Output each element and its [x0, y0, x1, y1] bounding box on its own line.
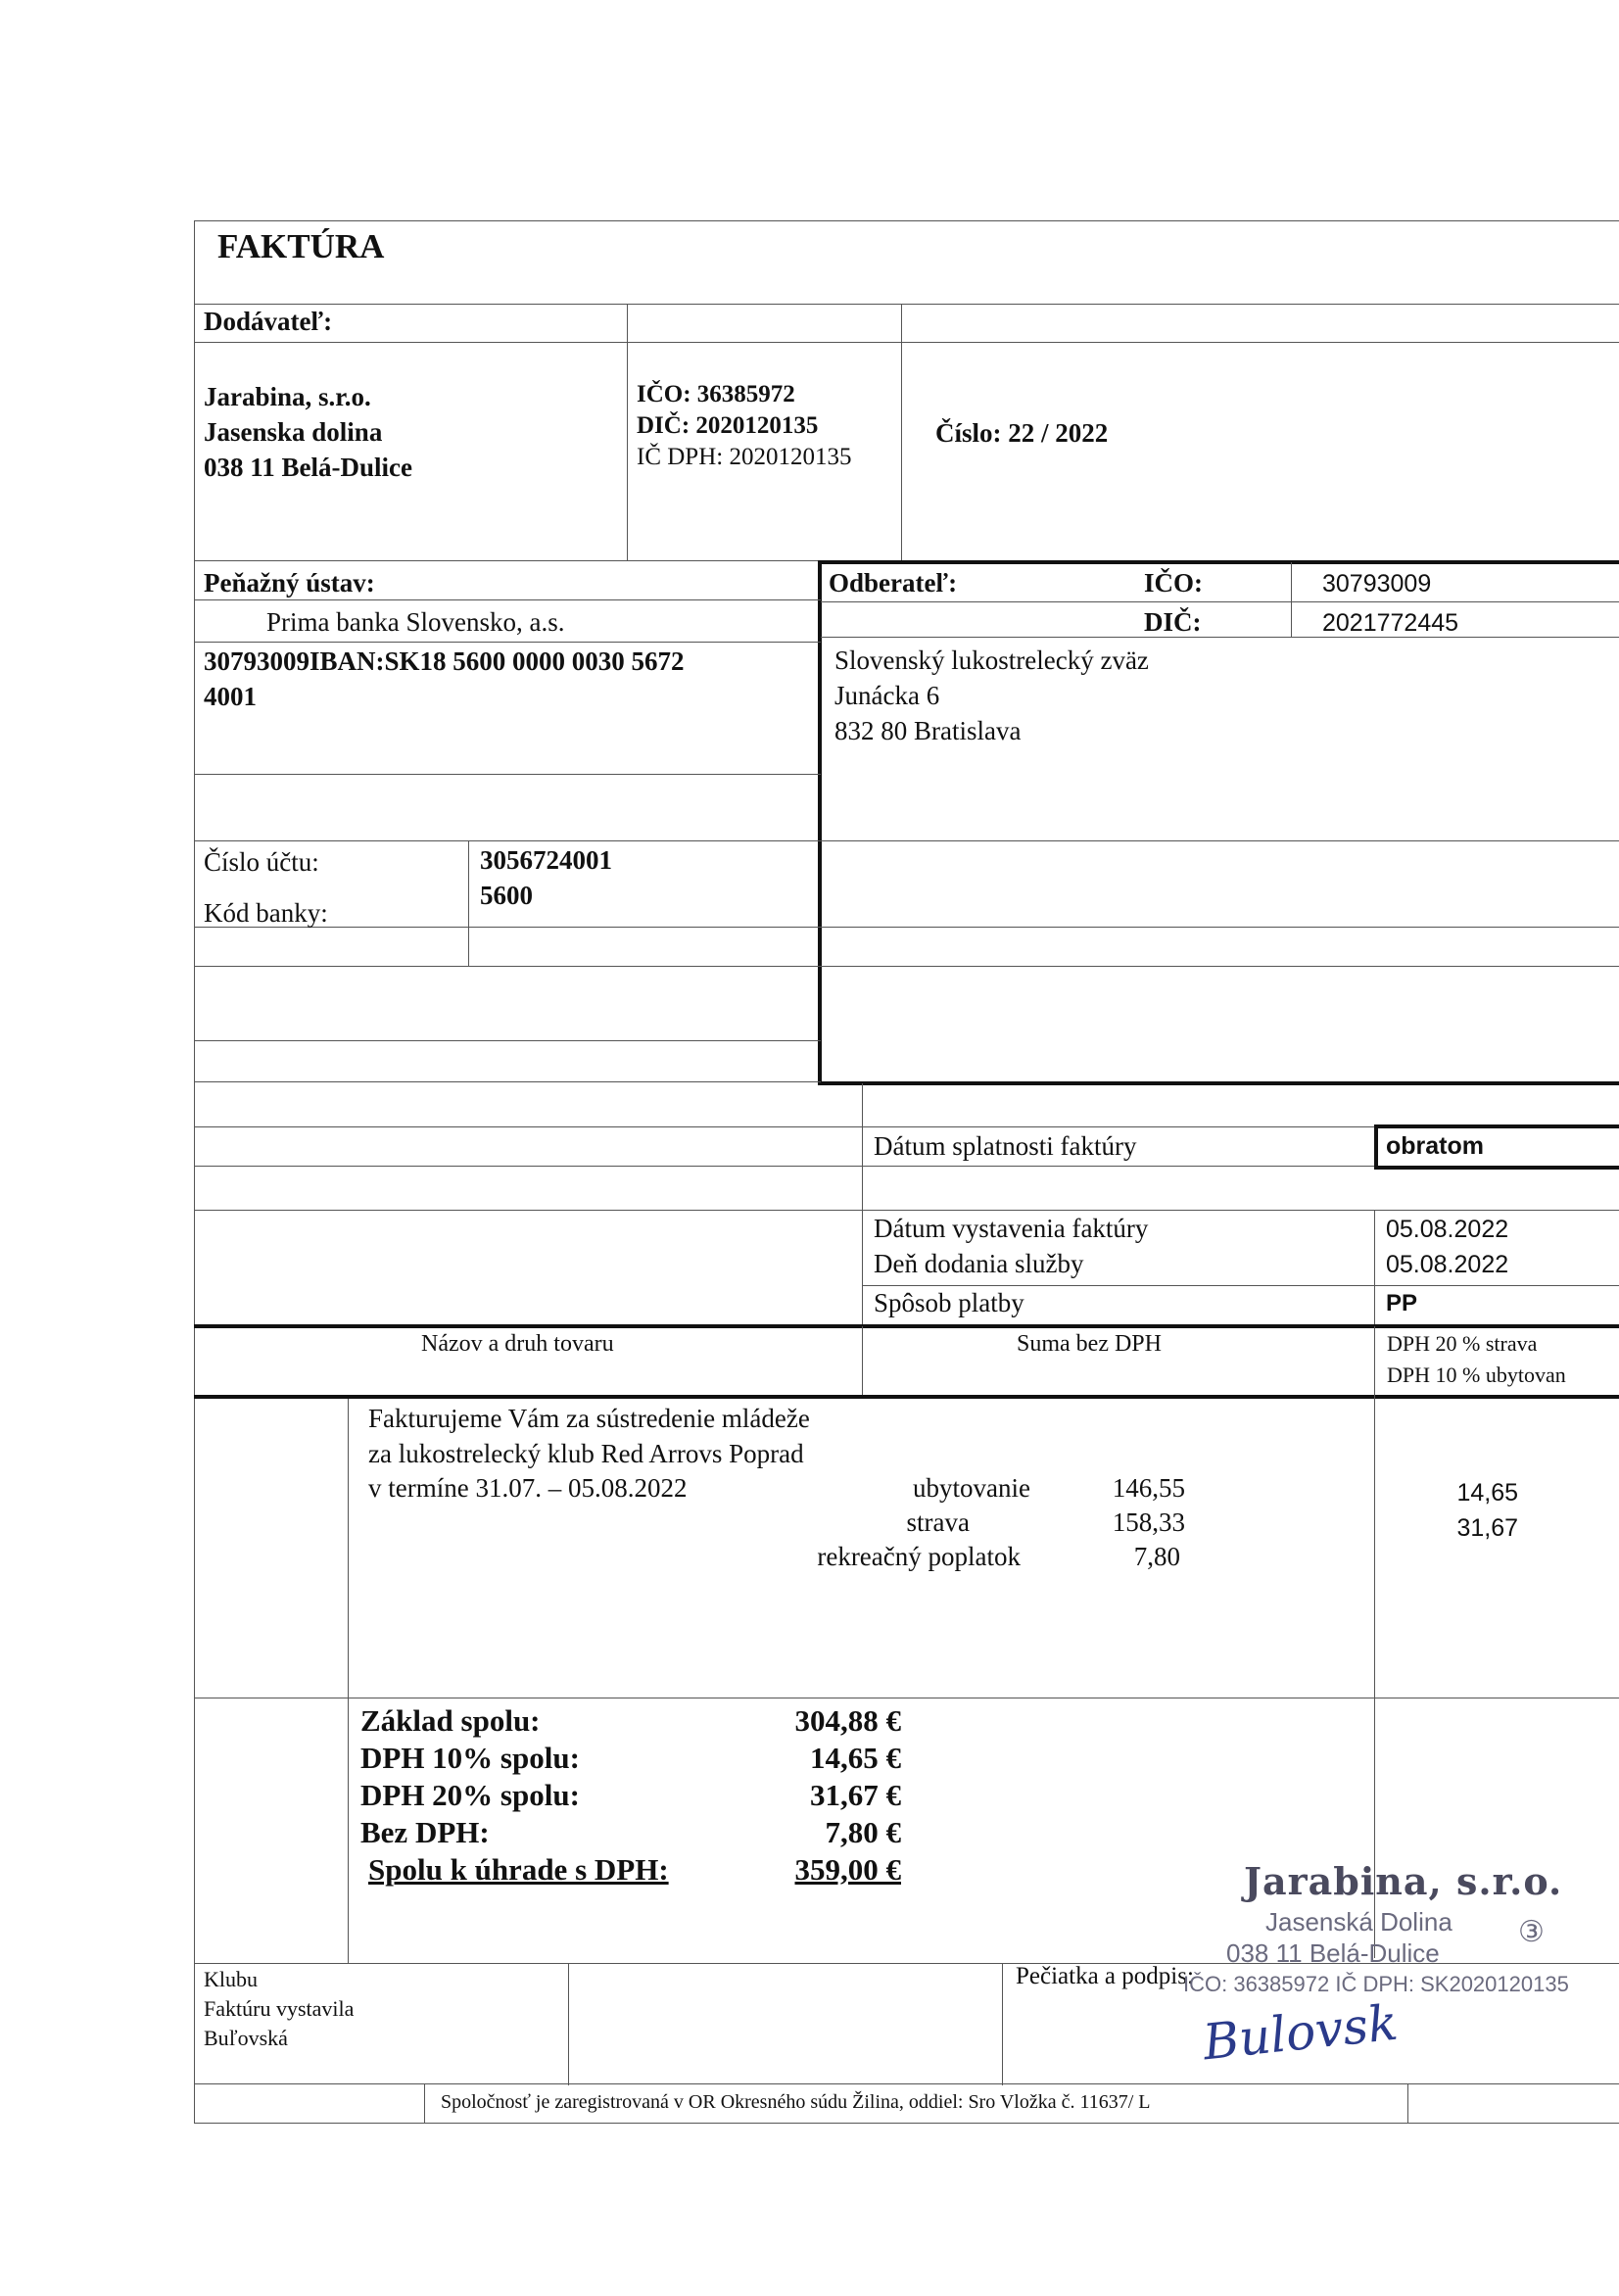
item-vat: 14,65: [1456, 1479, 1518, 1507]
due-date-label: Dátum splatnosti faktúry: [874, 1131, 1137, 1161]
invoice-number: Číslo: 22 / 2022: [935, 418, 1109, 448]
customer-dic-value: 2021772445: [1322, 609, 1459, 637]
col-header-name: Názov a druh tovaru: [421, 1331, 614, 1357]
bank-iban-line2: 4001: [204, 682, 257, 711]
total-value: 304,88 €: [794, 1703, 901, 1738]
col-header-sum: Suma bez DPH: [1017, 1331, 1162, 1357]
item-label: ubytovanie: [913, 1473, 1030, 1503]
payment-method-value: PP: [1386, 1290, 1418, 1316]
divider: [424, 2083, 425, 2123]
divider: [821, 927, 1619, 928]
item-value: 146,55: [1112, 1473, 1185, 1503]
supplier-ico: IČO: 36385972: [637, 381, 795, 407]
total-label: DPH 10% spolu:: [360, 1741, 580, 1775]
stamp-company-name: Jarabina, s.r.o.: [1244, 1859, 1563, 1903]
item-label: rekreačný poplatok: [817, 1542, 1021, 1571]
divider: [194, 642, 821, 643]
item-value: 7,80: [1133, 1542, 1180, 1571]
divider: [348, 1399, 349, 1963]
item-description-line1: Fakturujeme Vám za sústredenie mládeže: [368, 1404, 810, 1433]
divider: [194, 342, 1619, 343]
supplier-heading: Dodávateľ:: [204, 307, 333, 336]
items-header-top: [194, 1324, 1619, 1328]
bottom-border: [194, 2123, 1619, 2124]
divider: [821, 966, 1619, 967]
item-description-line3: v termíne 31.07. – 05.08.2022: [368, 1473, 688, 1503]
divider: [901, 304, 902, 560]
stamp-line1: Jasenská Dolina: [1265, 1907, 1452, 1937]
customer-box-bottom: [818, 1081, 1619, 1085]
bank-iban-line1: 30793009IBAN:SK18 5600 0000 0030 5672: [204, 646, 685, 676]
divider: [468, 840, 469, 966]
stamp-signature-label: Pečiatka a podpis:: [1016, 1963, 1194, 1989]
total-value: 14,65 €: [810, 1741, 901, 1775]
total-label: Bez DPH:: [360, 1815, 490, 1849]
delivery-date-label: Deň dodania služby: [874, 1249, 1084, 1278]
divider: [194, 840, 821, 841]
due-box-left: [1374, 1124, 1378, 1168]
customer-ico-label: IČO:: [1144, 568, 1203, 598]
total-label: DPH 20% spolu:: [360, 1778, 580, 1812]
customer-city: 832 80 Bratislava: [834, 716, 1022, 745]
total-value: 31,67 €: [810, 1778, 901, 1812]
footer-issuer: Buľovská: [204, 2026, 288, 2050]
issue-date-value: 05.08.2022: [1386, 1216, 1509, 1243]
divider: [194, 2083, 1619, 2084]
supplier-city: 038 11 Belá-Dulice: [204, 453, 412, 482]
divider: [627, 304, 628, 560]
grand-total-value: 359,00 €: [794, 1852, 901, 1887]
divider: [821, 840, 1619, 841]
divider: [821, 601, 1619, 602]
account-value: 3056724001: [480, 845, 612, 875]
divider: [1291, 562, 1292, 637]
customer-dic-label: DIČ:: [1144, 607, 1202, 637]
divider: [1374, 1211, 1375, 1326]
items-header-bottom: [194, 1395, 1619, 1399]
divider: [1002, 1963, 1003, 2085]
customer-name: Slovenský lukostrelecký zväz: [834, 646, 1149, 675]
grand-total-label: Spolu k úhrade s DPH:: [368, 1852, 669, 1887]
divider: [821, 637, 1619, 638]
supplier-icdph: IČ DPH: 2020120135: [637, 444, 852, 470]
total-label: Základ spolu:: [360, 1703, 541, 1738]
stamp-line3: IČO: 36385972 IČ DPH: SK2020120135: [1183, 1972, 1569, 1996]
divider: [568, 1963, 569, 2085]
stamp-number: ③: [1518, 1916, 1545, 1948]
handwritten-signature: Bulovsk: [1200, 1993, 1401, 2072]
left-border: [194, 220, 195, 2123]
footer-klubu: Klubu: [204, 1967, 258, 1991]
stamp-line2: 038 11 Belá-Dulice: [1226, 1938, 1440, 1968]
item-value: 158,33: [1112, 1507, 1185, 1537]
supplier-dic: DIČ: 2020120135: [637, 412, 819, 439]
divider: [194, 1040, 821, 1041]
customer-box-left: [818, 560, 822, 1083]
customer-street: Junácka 6: [834, 681, 940, 710]
customer-box-top: [818, 560, 1619, 564]
bank-name: Prima banka Slovensko, a.s.: [266, 607, 565, 637]
due-box-bottom: [1374, 1166, 1619, 1170]
bank-code-label: Kód banky:: [204, 898, 328, 928]
bank-heading: Peňažný ústav:: [204, 568, 375, 598]
payment-method-label: Spôsob platby: [874, 1288, 1024, 1317]
registration-note: Spoločnosť je zaregistrovaná v OR Okresného súdu Žilina, oddiel: Sro Vložka č. 11637/ L: [441, 2091, 1151, 2113]
divider: [194, 1081, 821, 1082]
divider: [1407, 2083, 1408, 2123]
item-vat: 31,67: [1456, 1514, 1518, 1542]
top-border: [194, 220, 1619, 221]
invoice-title: FAKTÚRA: [217, 227, 385, 265]
total-value: 7,80 €: [825, 1815, 901, 1849]
divider: [194, 560, 821, 561]
delivery-date-value: 05.08.2022: [1386, 1251, 1509, 1278]
customer-ico-value: 30793009: [1322, 570, 1432, 598]
supplier-street: Jasenska dolina: [204, 417, 383, 447]
footer-issued-by: Faktúru vystavila: [204, 1996, 355, 2021]
divider: [194, 966, 821, 967]
col-header-vat10: DPH 10 % ubytovan: [1387, 1363, 1566, 1387]
customer-heading: Odberateľ:: [829, 568, 958, 598]
due-date-value: obratom: [1386, 1132, 1484, 1160]
issue-date-label: Dátum vystavenia faktúry: [874, 1214, 1149, 1243]
item-description-line2: za lukostrelecký klub Red Arrovs Poprad: [368, 1439, 804, 1468]
col-header-vat20: DPH 20 % strava: [1387, 1331, 1538, 1356]
supplier-name: Jarabina, s.r.o.: [204, 382, 371, 411]
divider: [862, 1326, 863, 1395]
divider: [862, 1083, 863, 1326]
item-label: strava: [906, 1507, 970, 1537]
account-label: Číslo účtu:: [204, 847, 319, 877]
divider: [194, 774, 821, 775]
bank-code-value: 5600: [480, 881, 533, 910]
divider: [194, 304, 1619, 305]
